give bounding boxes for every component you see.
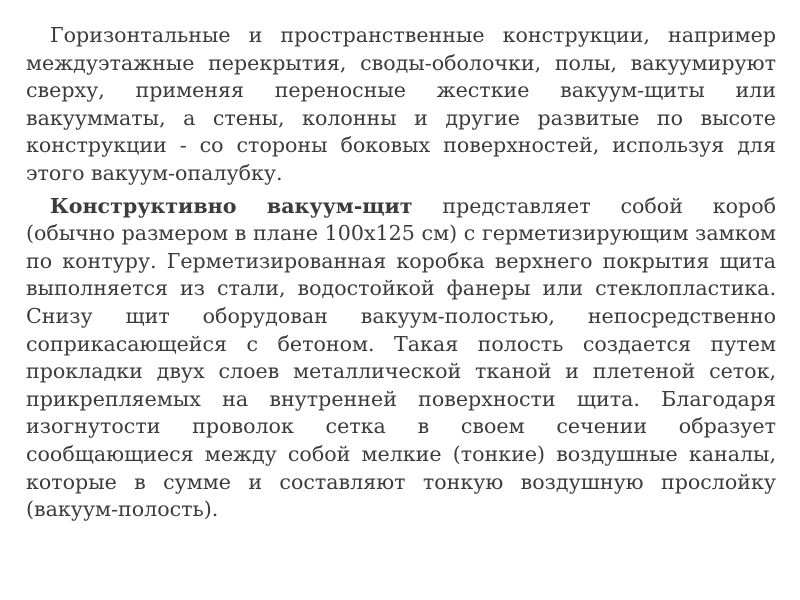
paragraph-2 (26, 193, 776, 524)
paragraph-2-bold-lead: Конструктивно вакуум-щит (50, 193, 413, 218)
paragraph-1 (26, 22, 776, 188)
paragraph-2-text: представляет собой короб (обычно размером в плане 100х125 см) с герметизирующим замком по контуру. Герметизированная коробка верхнего покрытия щита выполняется из стали, водостойкой фанеры или стеклопластика. Снизу щит оборудован вакуум-полостью, непосредственно соприкасающейся с бетоном. Такая полость создается путем прокладки двух слоев металлической тканой и плетеной сеток, прикрепляемых на внутренней поверхности щита. Благодаря изогнутости проволок сетка в своем сечении образует сообщающиеся между собой мелкие (тонкие) воздушные каналы, которые в сумме и составляют тонкую воздушную прослойку (вакуум-полость). (26, 193, 777, 522)
paragraph-1-text: Горизонтальные и пространственные конструкции, например междуэтажные перекрытия, своды-оболочки, полы, вакуумируют сверху, применяя переносные жесткие вакуум-щиты или вакууммaты, а стены, колонны и другие развитые по высоте конструкции - со стороны боковых поверхностей, используя для этого вакуум-опалубку. (26, 23, 776, 185)
text-body (26, 22, 776, 524)
